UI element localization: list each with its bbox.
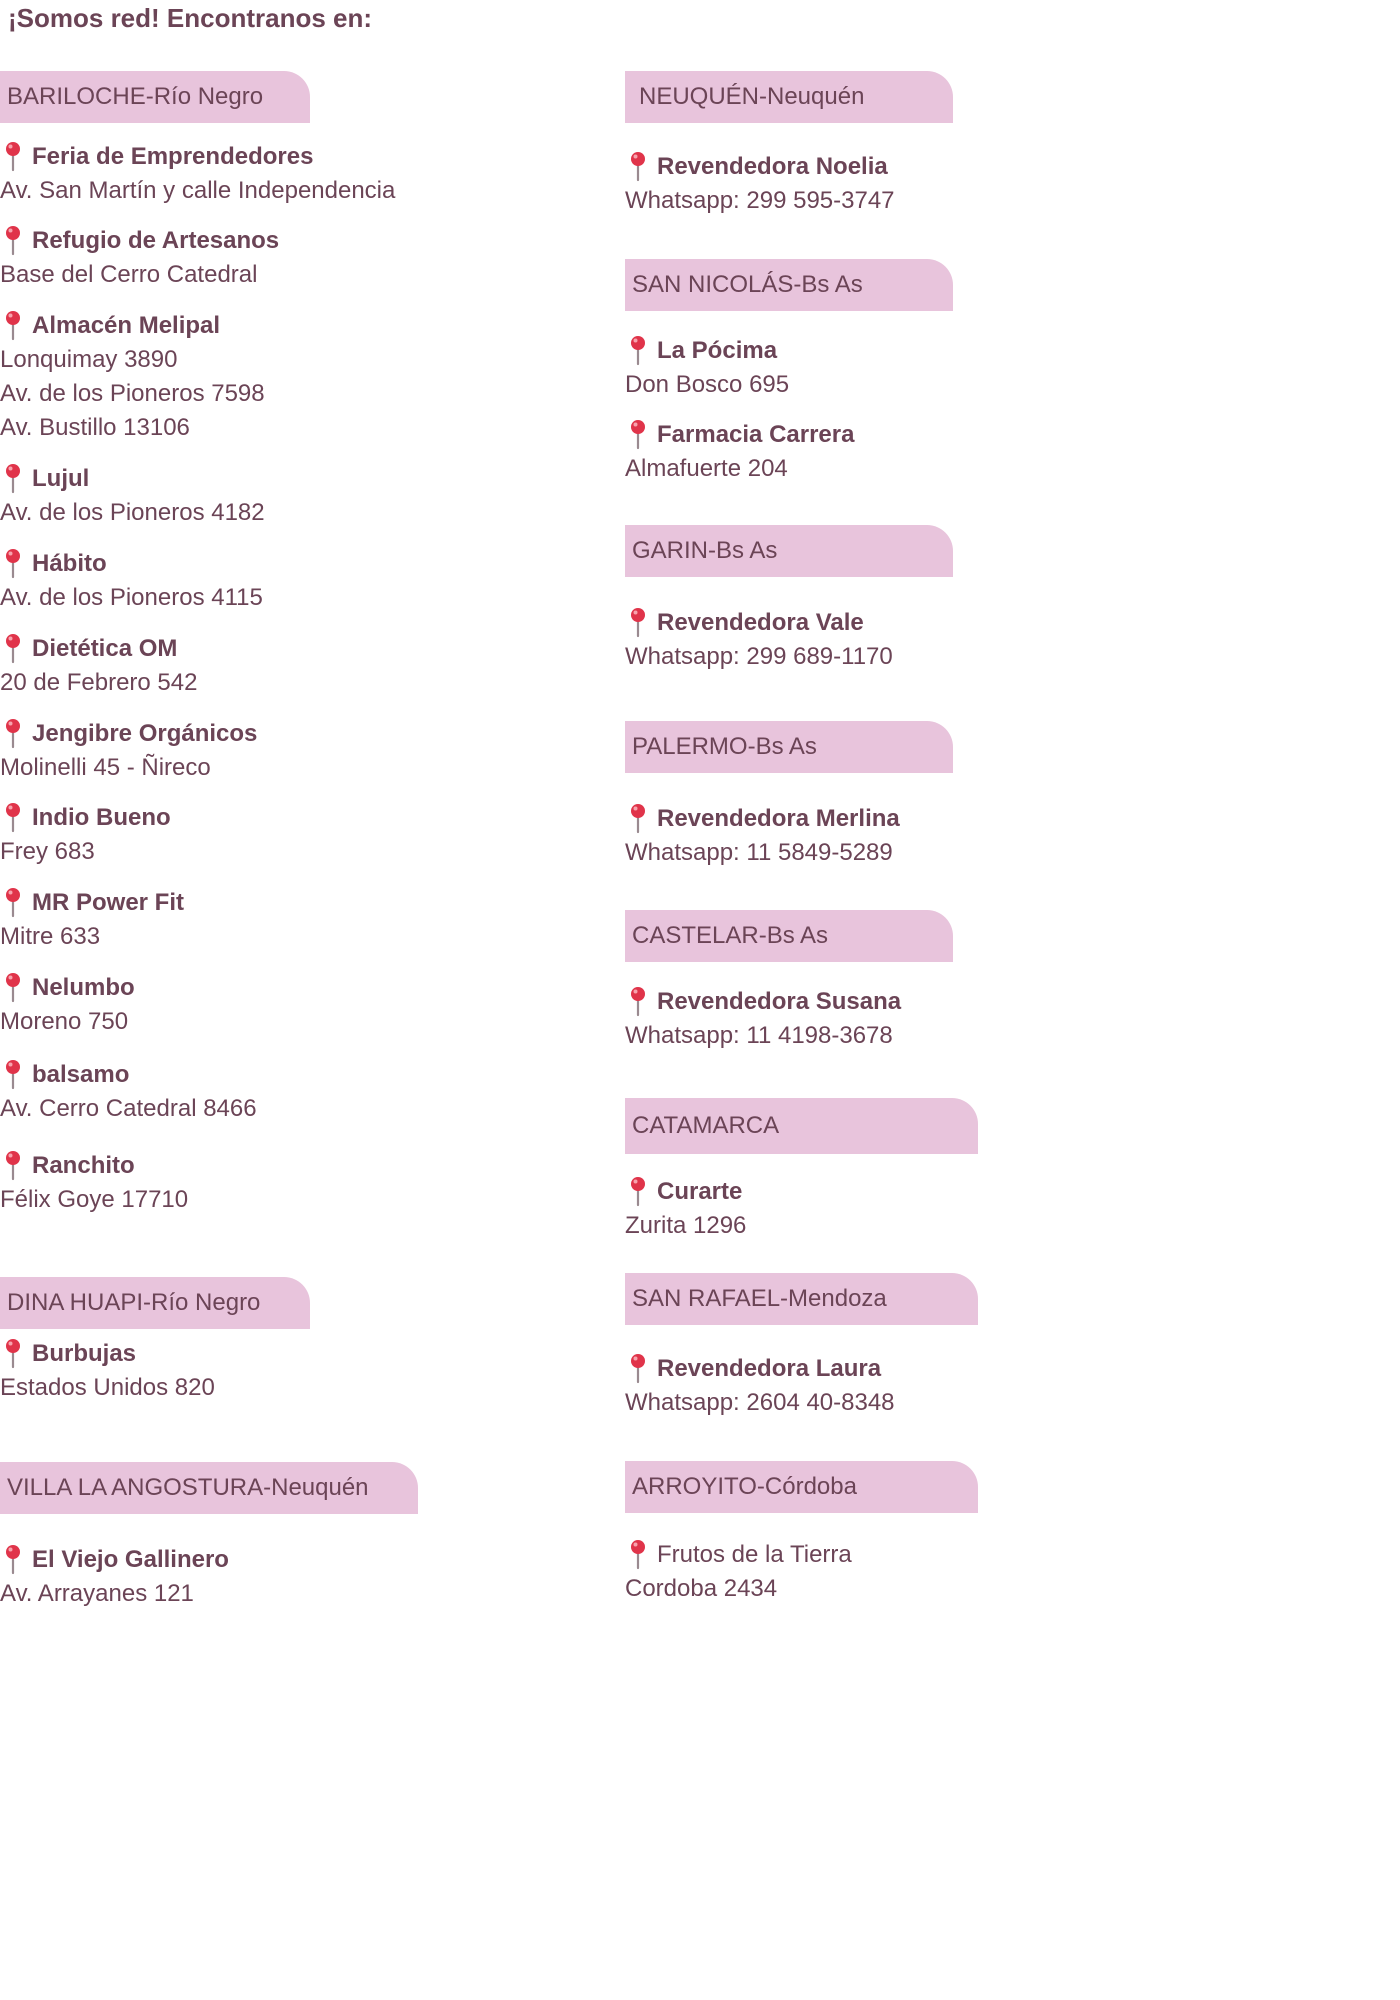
region-tab-arroyito: ARROYITO-Córdoba <box>625 1461 978 1513</box>
map-pin-icon <box>625 418 651 452</box>
shop-address: Zurita 1296 <box>625 1212 747 1239</box>
map-pin-icon <box>625 1352 651 1386</box>
shop-name: Lujul <box>32 465 90 492</box>
shop-address: Whatsapp: 299 595-3747 <box>625 187 895 214</box>
shop-entry <box>0 462 265 530</box>
shop-entry <box>0 801 171 869</box>
map-pin-icon <box>0 632 26 666</box>
region-tab-san-nicolas: SAN NICOLÁS-Bs As <box>625 259 953 311</box>
shop-address: Whatsapp: 2604 40-8348 <box>625 1389 895 1416</box>
shop-address: Cordoba 2434 <box>625 1575 778 1602</box>
shop-address: Almafuerte 204 <box>625 455 788 482</box>
shop-entry <box>0 1149 188 1217</box>
map-pin-icon <box>0 140 26 174</box>
shop-address: Av. Bustillo 13106 <box>0 414 190 441</box>
shop-name: Jengibre Orgánicos <box>32 720 258 747</box>
map-pin-icon <box>0 801 26 835</box>
shop-name: Dietética OM <box>32 635 178 662</box>
region-tab-san-rafael: SAN RAFAEL-Mendoza <box>625 1273 978 1325</box>
map-pin-icon <box>0 309 26 343</box>
shop-entry <box>0 1337 215 1405</box>
shop-entry <box>625 606 893 674</box>
shop-address: Av. Cerro Catedral 8466 <box>0 1095 257 1122</box>
shop-name: Nelumbo <box>32 974 135 1001</box>
map-pin-icon <box>625 802 651 836</box>
shop-address: Moreno 750 <box>0 1008 129 1035</box>
region-tab-dina-huapi: DINA HUAPI-Río Negro <box>0 1277 310 1329</box>
shop-entry <box>625 334 789 402</box>
map-pin-icon <box>625 150 651 184</box>
shop-name: La Pócima <box>657 337 778 364</box>
shop-entry <box>0 886 184 954</box>
shop-address: Av. Arrayanes 121 <box>0 1580 194 1607</box>
map-pin-icon <box>0 1337 26 1371</box>
shop-name: Ranchito <box>32 1152 135 1179</box>
shop-name: Revendedora Vale <box>657 609 864 636</box>
shop-address: Estados Unidos 820 <box>0 1374 215 1401</box>
shop-name: Indio Bueno <box>32 804 171 831</box>
shop-address: Whatsapp: 11 4198-3678 <box>625 1022 893 1049</box>
shop-address: Av. de los Pioneros 4182 <box>0 499 265 526</box>
shop-name: MR Power Fit <box>32 889 185 916</box>
region-tab-garin: GARIN-Bs As <box>625 525 953 577</box>
shop-name: Almacén Melipal <box>32 312 221 339</box>
map-pin-icon <box>0 1543 26 1577</box>
shop-entry <box>0 224 279 292</box>
region-tab-bariloche: BARILOCHE-Río Negro <box>0 71 310 123</box>
map-pin-icon <box>625 1538 651 1572</box>
map-pin-icon <box>0 547 26 581</box>
shop-name: Revendedora Susana <box>657 988 902 1015</box>
shop-entry <box>0 971 135 1039</box>
map-pin-icon <box>625 606 651 640</box>
map-pin-icon <box>625 985 651 1019</box>
shop-entry <box>625 802 900 870</box>
shop-entry <box>0 140 395 208</box>
shop-address: Base del Cerro Catedral <box>0 261 258 288</box>
shop-name: Feria de Emprendedores <box>32 143 314 170</box>
map-pin-icon <box>0 971 26 1005</box>
shop-address: Whatsapp: 11 5849-5289 <box>625 839 893 866</box>
shop-address: Mitre 633 <box>0 923 101 950</box>
shop-name: balsamo <box>32 1061 130 1088</box>
shop-entry <box>0 717 257 785</box>
map-pin-icon <box>0 462 26 496</box>
map-pin-icon <box>0 1149 26 1183</box>
region-tab-palermo: PALERMO-Bs As <box>625 721 953 773</box>
shop-entry <box>0 309 265 445</box>
shop-entry <box>625 1175 746 1243</box>
shop-entry <box>625 985 901 1053</box>
shop-name: El Viejo Gallinero <box>32 1546 229 1573</box>
shop-name: Hábito <box>32 550 107 577</box>
region-tab-neuquen: NEUQUÉN-Neuquén <box>625 71 953 123</box>
region-tab-catamarca: CATAMARCA <box>625 1098 978 1154</box>
shop-entry <box>0 1058 257 1126</box>
region-tab-villa-la-angostura: VILLA LA ANGOSTURA-Neuquén <box>0 1462 418 1514</box>
map-pin-icon <box>625 334 651 368</box>
shop-name: Revendedora Merlina <box>657 805 900 832</box>
map-pin-icon <box>0 886 26 920</box>
shop-name: Burbujas <box>32 1340 137 1367</box>
shop-entry <box>625 1538 852 1606</box>
shop-entry <box>0 632 197 700</box>
shop-name: Frutos de la Tierra <box>657 1541 852 1568</box>
region-tab-castelar: CASTELAR-Bs As <box>625 910 953 962</box>
shop-entry <box>625 1352 895 1420</box>
shop-entry <box>625 150 895 218</box>
shop-name: Farmacia Carrera <box>657 421 855 448</box>
shop-name: Revendedora Noelia <box>657 153 888 180</box>
map-pin-icon <box>625 1175 651 1209</box>
shop-address: Av. San Martín y calle Independencia <box>0 177 396 204</box>
shop-entry <box>0 547 263 615</box>
shop-name: Refugio de Artesanos <box>32 227 280 254</box>
shop-address: Don Bosco 695 <box>625 371 790 398</box>
shop-address: Félix Goye 17710 <box>0 1186 189 1213</box>
map-pin-icon <box>0 717 26 751</box>
shop-address: Av. de los Pioneros 4115 <box>0 584 263 611</box>
page-title: ¡Somos red! Encontranos en: <box>8 3 373 33</box>
shop-address: Frey 683 <box>0 838 95 865</box>
shop-address: 20 de Febrero 542 <box>0 669 198 696</box>
shop-address: Whatsapp: 299 689-1170 <box>625 643 893 670</box>
shop-name: Curarte <box>657 1178 743 1205</box>
map-pin-icon <box>0 1058 26 1092</box>
shop-entry <box>0 1543 229 1611</box>
shop-address: Lonquimay 3890 <box>0 346 178 373</box>
map-pin-icon <box>0 224 26 258</box>
shop-entry <box>625 418 854 486</box>
shop-address: Av. de los Pioneros 7598 <box>0 380 265 407</box>
shop-name: Revendedora Laura <box>657 1355 882 1382</box>
shop-address: Molinelli 45 - Ñireco <box>0 754 211 781</box>
